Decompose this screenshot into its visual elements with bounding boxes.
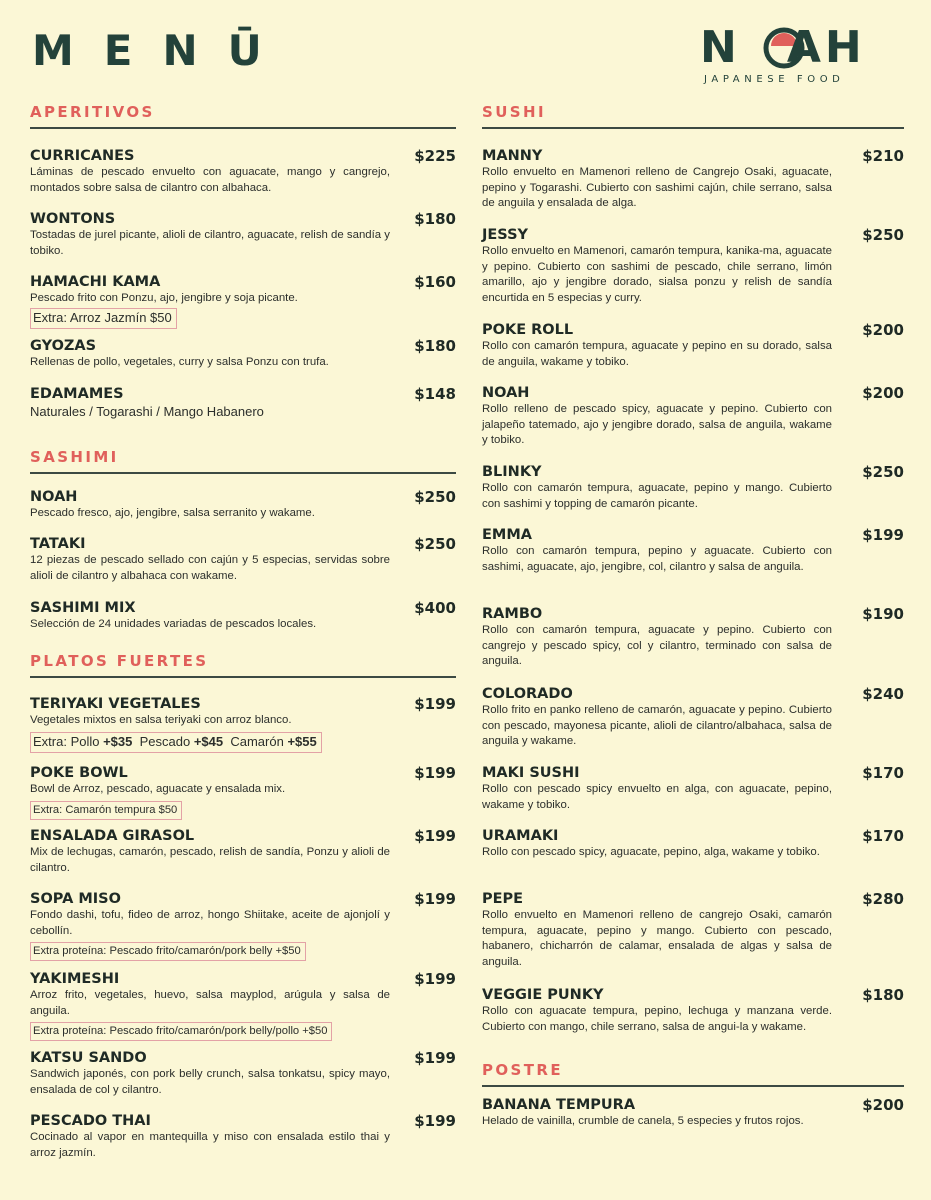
item-price: $190 — [862, 605, 904, 623]
item-description: Rollo con aguacate tempura, pepino, lechuga y manzana verde. Cubierto con mango, chile serrano, salsa de angui-la y wakame. — [482, 1005, 832, 1033]
item-extra: Extra proteína: Pescado frito/camarón/pork belly/pollo +$50 — [30, 1022, 332, 1041]
item-name: EMMA — [482, 527, 532, 543]
section-title: PLATOS FUERTES — [30, 652, 209, 670]
item-price: $199 — [414, 890, 456, 908]
extra-text: Pescado — [132, 733, 194, 749]
menu-item — [30, 891, 456, 961]
item-name: NOAH — [30, 489, 78, 505]
menu-item — [30, 971, 456, 1041]
section-sashimi — [30, 448, 456, 474]
item-price: $250 — [414, 535, 456, 553]
item-name: YAKIMESHI — [30, 971, 120, 987]
item-name: CURRICANES — [30, 148, 135, 164]
item-name: GYOZAS — [30, 338, 97, 354]
item-price: $280 — [862, 890, 904, 908]
extra-price: +$35 — [103, 733, 133, 749]
item-extra: Extra proteína: Pescado frito/camarón/pork belly +$50 — [30, 942, 306, 961]
menu-item — [482, 1097, 904, 1130]
item-price: $199 — [414, 970, 456, 988]
item-description: Rollo con pescado spicy envuelto en alga, con aguacate, pepino, wakame y tobiko. — [482, 783, 832, 811]
menu-item — [30, 386, 456, 421]
item-name: NOAH — [482, 385, 530, 401]
extra-price: +$55 — [287, 733, 317, 749]
item-name: BLINKY — [482, 464, 542, 480]
section-sushi — [482, 103, 904, 129]
item-price: $225 — [414, 147, 456, 165]
item-description: Pescado frito con Ponzu, ajo, jengibre y soja picante. — [30, 292, 298, 304]
item-description: Sandwich japonés, con pork belly crunch, salsa tonkatsu, spicy mayo, ensalada de col y cilantro. — [30, 1068, 390, 1096]
item-description: Cocinado al vapor en mantequilla y miso con ensalada estilo thai y arroz jazmín. — [30, 1131, 390, 1159]
item-name: TATAKI — [30, 536, 86, 552]
extra-text: Camarón — [223, 733, 288, 749]
item-name: KATSU SANDO — [30, 1050, 147, 1066]
item-description: Láminas de pescado envuelto con aguacate, mango y cangrejo, montados sobre salsa de cilantro con albahaca. — [30, 166, 390, 194]
item-name: HAMACHI KAMA — [30, 274, 161, 290]
section-title: SUSHI — [482, 103, 546, 121]
item-description: Selección de 24 unidades variadas de pescados locales. — [30, 618, 317, 630]
item-name: ENSALADA GIRASOL — [30, 828, 195, 844]
item-description: Rollo con camarón tempura, aguacate, pepino y mango. Cubierto con sashimi y topping de camarón picante. — [482, 482, 832, 510]
item-description: Rollo envuelto en Mamenori, camarón tempura, kanika-ma, aguacate y pepino. Cubierto con sashimi de pescado, chile serrano, limón amarillo, ajo y jengibre dorado, sialsa ponzu y relish de sandía encurtida en 5 especias y curry. — [482, 245, 832, 304]
menu-item — [482, 148, 904, 212]
item-name: WONTONS — [30, 211, 116, 227]
item-name: MAKI SUSHI — [482, 765, 580, 781]
item-price: $210 — [862, 147, 904, 165]
extra-text: Extra: Pollo — [33, 733, 104, 749]
menu-item — [482, 765, 904, 813]
item-name: SOPA MISO — [30, 891, 121, 907]
item-price: $199 — [414, 695, 456, 713]
menu-item — [482, 987, 904, 1035]
menu-item — [30, 489, 456, 522]
section-divider — [30, 127, 456, 129]
section-divider — [30, 676, 456, 678]
item-price: $148 — [414, 385, 456, 403]
item-name: PEPE — [482, 891, 524, 907]
item-price: $250 — [862, 463, 904, 481]
item-price: $199 — [414, 1049, 456, 1067]
item-description: Rollo con pescado spicy, aguacate, pepino, alga, wakame y tobiko. — [482, 846, 820, 858]
menu-item — [30, 148, 456, 196]
item-description: Tostadas de jurel picante, alioli de cilantro, aguacate, relish de sandía y tobiko. — [30, 229, 390, 257]
item-description: Vegetales mixtos en salsa teriyaki con arroz blanco. — [30, 714, 292, 726]
item-description: 12 piezas de pescado sellado con cajún y 5 especias, servidas sobre alioli de cilantro y albahaca con wakame. — [30, 554, 390, 582]
item-price: $199 — [414, 1112, 456, 1130]
item-description: Mix de lechugas, camarón, pescado, relish de sandía, Ponzu y alioli de cilantro. — [30, 846, 390, 874]
item-price: $199 — [862, 526, 904, 544]
menu-item — [30, 828, 456, 876]
item-description: Rollo envuelto en Mamenori relleno de Cangrejo Osaki, aguacate, pepino y Togarashi. Cubierto con sashimi cajún, chile serrano, salsa de anguila y ensalada de alga. — [482, 166, 832, 209]
item-price: $180 — [862, 986, 904, 1004]
section-title: POSTRE — [482, 1061, 563, 1079]
menu-item — [482, 828, 904, 861]
item-name: SASHIMI MIX — [30, 600, 136, 616]
item-price: $240 — [862, 685, 904, 703]
item-price: $160 — [414, 273, 456, 291]
section-divider — [482, 127, 904, 129]
item-description: Helado de vainilla, crumble de canela, 5 especies y frutos rojos. — [482, 1115, 804, 1127]
item-price: $250 — [414, 488, 456, 506]
item-name: MANNY — [482, 148, 543, 164]
item-name: POKE BOWL — [30, 765, 128, 781]
section-title: APERITIVOS — [30, 103, 155, 121]
item-name: BANANA TEMPURA — [482, 1097, 636, 1113]
menu-item — [30, 211, 456, 259]
item-description: Naturales / Togarashi / Mango Habanero — [30, 404, 264, 419]
section-divider — [482, 1085, 904, 1087]
item-description: Rollo con camarón tempura, aguacate y pepino en su dorado, salsa de anguila, wakame y tobiko. — [482, 340, 832, 368]
item-price: $180 — [414, 210, 456, 228]
menu-item — [482, 322, 904, 370]
logo-word: N AH — [700, 22, 866, 73]
section-platos-fuertes — [30, 652, 456, 678]
noah-logo — [700, 22, 900, 86]
menu-item — [482, 606, 904, 670]
item-description: Fondo dashi, tofu, fideo de arroz, hongo Shiitake, aceite de ajonjolí y cebollín. — [30, 909, 390, 937]
section-aperitivos — [30, 103, 456, 129]
menu-item — [30, 338, 456, 371]
item-name: EDAMAMES — [30, 386, 124, 402]
menu-item — [30, 274, 456, 329]
menu-item — [30, 1050, 456, 1098]
item-name: RAMBO — [482, 606, 543, 622]
item-price: $250 — [862, 226, 904, 244]
item-price: $200 — [862, 384, 904, 402]
extra-price: +$45 — [193, 733, 224, 749]
item-description: Arroz frito, vegetales, huevo, salsa mayplod, arúgula y salsa de anguila. — [30, 989, 390, 1017]
item-description: Rollo envuelto en Mamenori relleno de cangrejo Osaki, camarón tempura, aguacate, pepino y mango. Cubierto con pescado, habanero, chicharrón de calamar, ensalada de algas y salsa de anguila. — [482, 909, 832, 968]
item-description: Rellenas de pollo, vegetales, curry y salsa Ponzu con trufa. — [30, 356, 329, 368]
item-name: JESSY — [482, 227, 529, 243]
item-extra — [30, 732, 322, 753]
item-price: $199 — [414, 764, 456, 782]
menu-item — [30, 1113, 456, 1161]
item-name: VEGGIE PUNKY — [482, 987, 604, 1003]
item-extra: Extra: Camarón tempura $50 — [30, 801, 182, 820]
section-divider — [30, 472, 456, 474]
menu-item — [482, 385, 904, 449]
page-title: MENŪ — [32, 26, 292, 75]
item-description: Pescado fresco, ajo, jengibre, salsa serranito y wakame. — [30, 507, 315, 519]
menu-item — [30, 696, 456, 753]
item-name: PESCADO THAI — [30, 1113, 151, 1129]
item-price: $170 — [862, 827, 904, 845]
item-price: $199 — [414, 827, 456, 845]
section-postre — [482, 1061, 904, 1087]
item-price: $200 — [862, 321, 904, 339]
item-extra: Extra: Arroz Jazmín $50 — [30, 308, 177, 329]
item-name: POKE ROLL — [482, 322, 574, 338]
item-name: URAMAKI — [482, 828, 559, 844]
item-price: $400 — [414, 599, 456, 617]
item-description: Rollo relleno de pescado spicy, aguacate y pepino. Cubierto con jalapeño tatemado, ajo y jengibre dorado, salsa de anguila, wakame y tobiko. — [482, 403, 832, 446]
item-description: Rollo con camarón tempura, aguacate y pepino. Cubierto con cangrejo y pescado spicy, col y cilantro, terminado con salsa de anguila. — [482, 624, 832, 667]
menu-item — [30, 765, 456, 820]
logo-subtitle: JAPANESE FOOD — [704, 74, 845, 85]
menu-item — [482, 227, 904, 306]
menu-item — [482, 891, 904, 970]
item-price: $170 — [862, 764, 904, 782]
item-name: COLORADO — [482, 686, 573, 702]
item-price: $200 — [862, 1096, 904, 1114]
item-description: Rollo con camarón tempura, pepino y aguacate. Cubierto con sashimi, aguacate, ajo, jengibre, col, cilantro y salsa de anguila. — [482, 545, 832, 573]
menu-item — [30, 536, 456, 584]
item-price: $180 — [414, 337, 456, 355]
item-description: Bowl de Arroz, pescado, aguacate y ensalada mix. — [30, 783, 286, 795]
item-description: Rollo frito en panko relleno de camarón, aguacate y pepino. Cubierto con pescado, mayonesa picante, alioli de cilantro/albahaca, salsa de anguila y wakame. — [482, 704, 832, 747]
section-title: SASHIMI — [30, 448, 119, 466]
menu-item — [482, 464, 904, 512]
item-name: TERIYAKI VEGETALES — [30, 696, 201, 712]
menu-item — [482, 527, 904, 575]
menu-item — [30, 600, 456, 633]
menu-item — [482, 686, 904, 750]
